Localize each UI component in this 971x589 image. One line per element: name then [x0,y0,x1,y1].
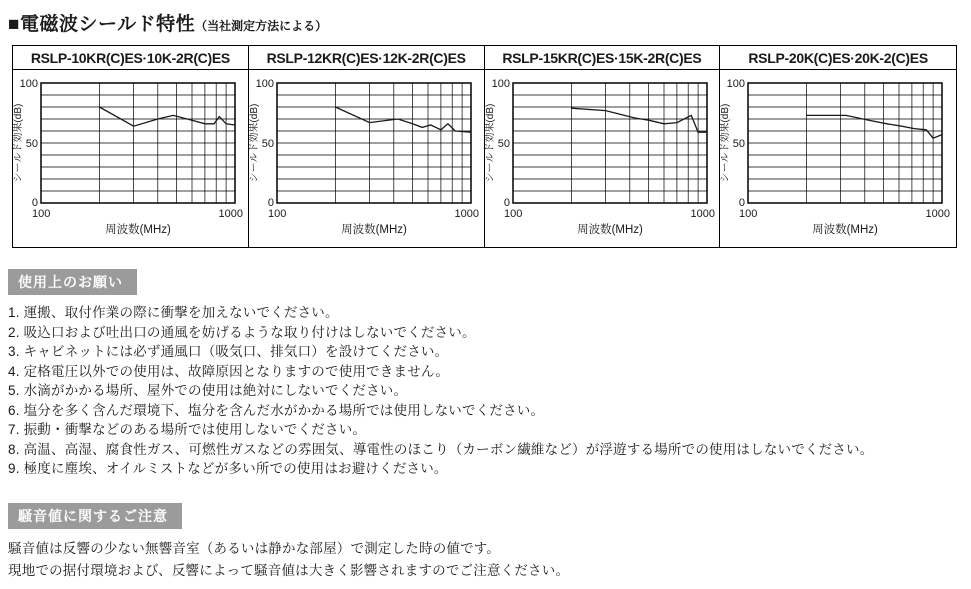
usage-section-heading: 使用上のお願い [8,269,137,295]
x-axis-label: 周波数(MHz) [576,224,643,236]
shield-effect-series [571,108,707,132]
shield-characteristics-table [12,45,957,248]
model-header: RSLP-20K(C)ES·20K-2(C)ES [720,46,956,70]
page-title [0,0,971,36]
noise-line: 騒音値は反響の少ない無響音室（あるいは静かな部屋）で測定した時の値です。 [8,540,501,556]
usage-item: 8. 高温、高湿、腐食性ガス、可燃性ガスなどの雰囲気、導電性のほこり（カーボン繊維など）が浮遊する場所での使用はしないでください。 [8,441,874,457]
usage-item: 9. 極度に塵埃、オイルミストなどが多い所での使用はお避けください。 [8,461,448,476]
shield-effect-chart [249,70,483,247]
usage-item: 2. 吸込口および吐出口の通風を妨げるような取り付けはしないでください。 [8,324,476,340]
usage-item: 7. 振動・衝撃などのある場所では使用しないでください。 [8,422,367,437]
noise-section-heading: 騒音値に関するご注意 [8,503,182,529]
noise-line: 現地での据付環境および、反響によって騒音値は大きく影響されますのでご注意ください。 [8,562,570,578]
y-tick-0: 0 [31,197,38,209]
x-axis-label: 周波数(MHz) [105,224,171,236]
shield-effect-series [99,107,235,126]
usage-item: 3. キャビネットには必ず通風口（吸気口、排気口）を設けてください。 [8,344,449,359]
y-tick-50: 50 [25,138,38,150]
x-tick-1000: 1000 [925,208,951,220]
page-title-note: （当社測定方法による） [195,19,328,33]
usage-item: 6. 塩分を多く含んだ環境下、塩分を含んだ水がかかる場所では使用しないでください。 [8,402,545,418]
y-tick-50: 50 [497,138,510,150]
usage-precautions-list [8,303,971,479]
y-tick-0: 0 [503,197,510,209]
model-header: RSLP-15KR(C)ES·15K-2R(C)ES [485,46,720,70]
y-tick-100: 100 [726,78,746,90]
y-axis-label: シールド効果(dB) [248,103,260,183]
usage-item: 1. 運搬、取付作業の際に衝撃を加えないでください。 [8,305,339,320]
chart-panel-4 [720,46,956,247]
model-header: RSLP-10KR(C)ES·10K-2R(C)ES [13,46,248,70]
chart-panel-1 [13,46,249,247]
chart-panel-3 [485,46,721,247]
y-tick-50: 50 [261,138,274,150]
chart-area [249,70,484,247]
x-axis-label: 周波数(MHz) [340,224,407,236]
y-tick-100: 100 [491,78,510,90]
y-tick-100: 100 [19,78,38,90]
x-tick-1000: 1000 [454,208,479,220]
x-tick-100: 100 [32,208,51,220]
y-tick-0: 0 [739,197,746,209]
page-title-main: ■電磁波シールド特性 [8,14,196,35]
chart-panel-2 [249,46,485,247]
model-header: RSLP-12KR(C)ES·12K-2R(C)ES [249,46,484,70]
x-tick-100: 100 [503,208,522,220]
usage-item: 4. 定格電圧以外での使用は、故障原因となりますので使用できません。 [8,363,450,379]
chart-area [13,70,248,247]
y-tick-50: 50 [733,138,746,150]
y-tick-100: 100 [255,78,274,90]
noise-note-text [8,538,971,582]
y-axis-label: シールド効果(dB) [13,103,24,183]
chart-area [720,70,956,247]
shield-effect-chart [485,70,719,247]
y-tick-0: 0 [267,197,274,209]
chart-area [485,70,720,247]
shield-effect-series [335,107,471,132]
x-tick-100: 100 [739,208,758,220]
x-tick-100: 100 [267,208,287,220]
shield-effect-chart [13,70,247,247]
x-tick-1000: 1000 [690,208,715,220]
y-axis-label: シールド効果(dB) [720,103,732,183]
usage-item: 5. 水滴がかかる場所、屋外での使用は絶対にしないでください。 [8,383,408,398]
x-tick-1000: 1000 [218,208,243,220]
x-axis-label: 周波数(MHz) [812,224,879,236]
shield-effect-chart [720,70,954,247]
y-axis-label: シールド効果(dB) [484,103,496,183]
